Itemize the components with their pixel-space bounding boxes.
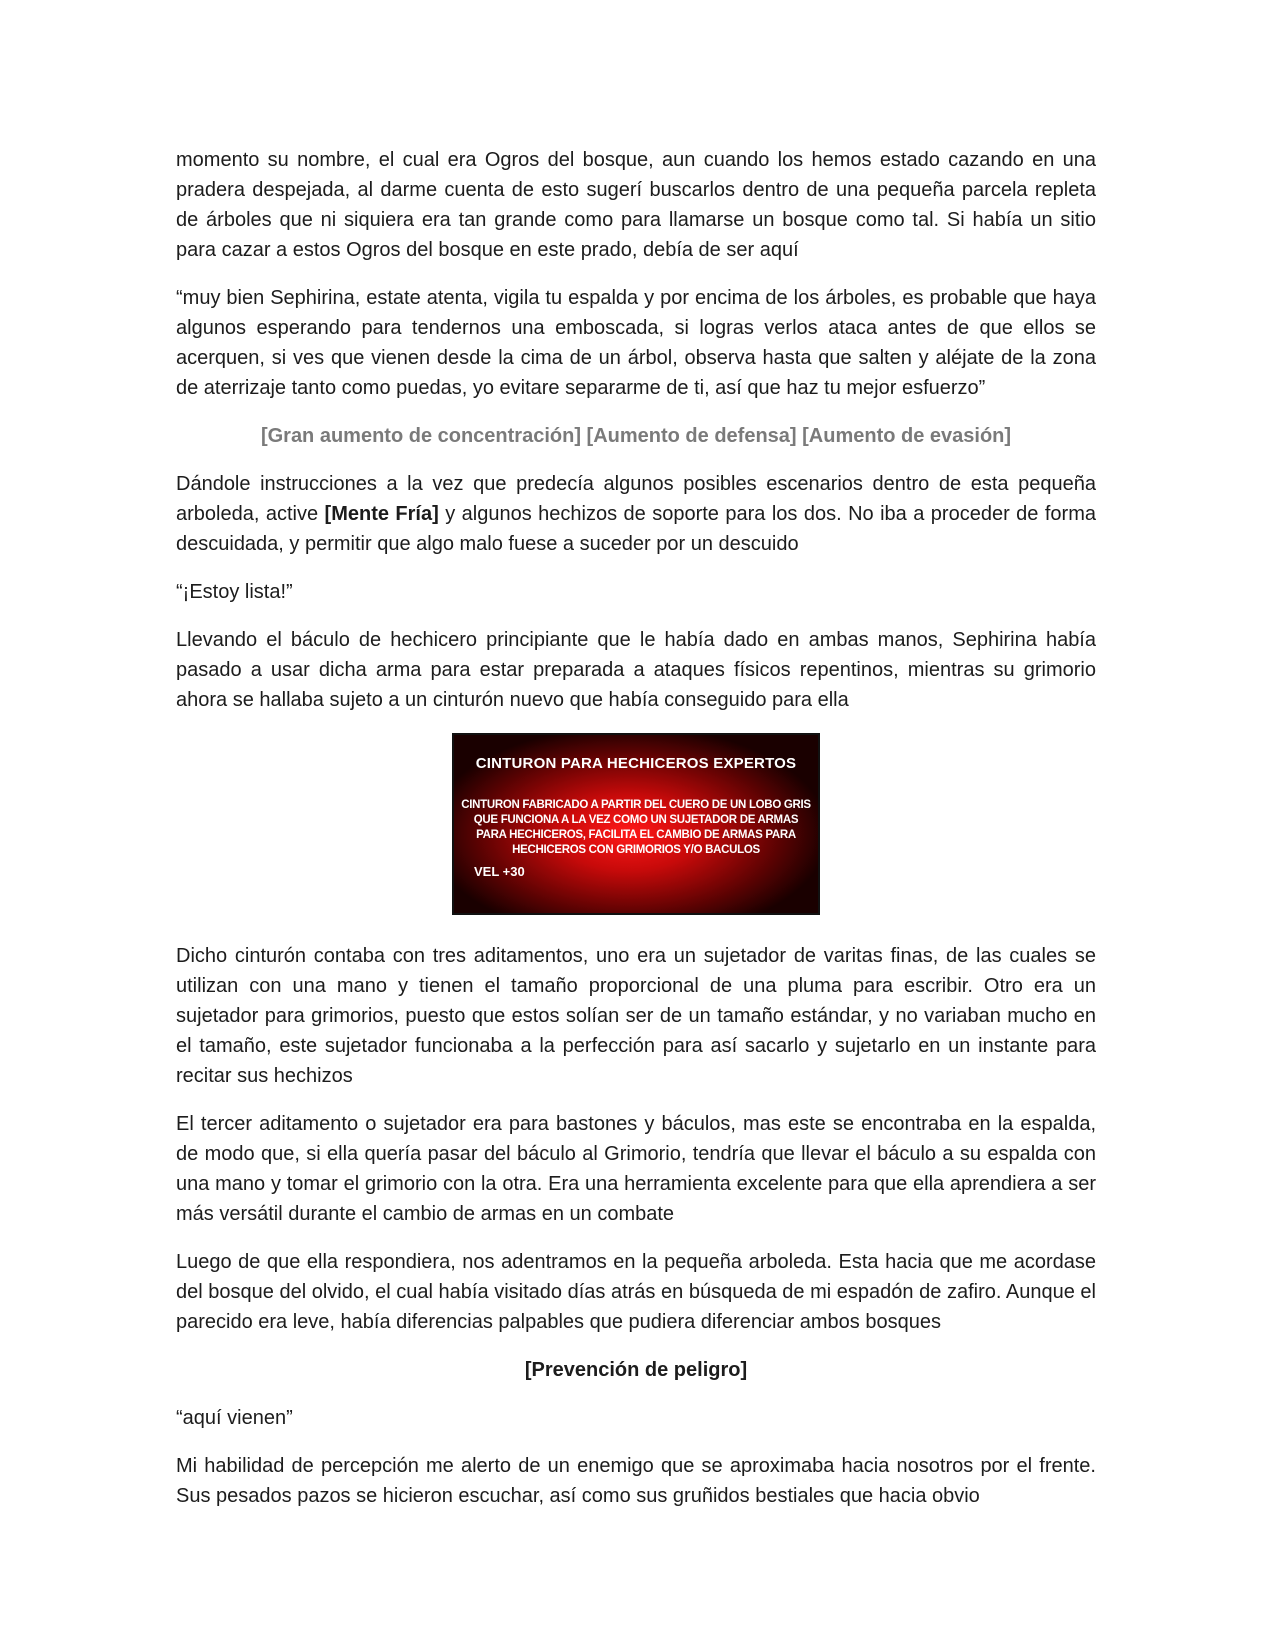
paragraph-dialogue-1: “muy bien Sephirina, estate atenta, vigila tu espalda y por encima de los árboles, es probable que haya algunos esperando para tendernos una emboscada, si logras verlos ataca antes de que ellos se acerquen, si ves que vienen desde la cima de un árbol, observa hasta que salten y aléjate de la zona de aterrizaje tanto como puedas, yo evitare separarme de ti, así que haz tu mejor esfuerzo” bbox=[176, 287, 1096, 399]
document-page bbox=[176, 145, 1096, 1529]
paragraph-6: Dicho cinturón contaba con tres aditamentos, uno era un sujetador de varitas finas, de las cuales se utilizan con una mano y tienen el tamaño proporcional de una pluma para escribir. Otro era un sujetador para grimorios, puesto que estos solían ser de un tamaño estándar, y no variaban mucho en el tamaño, este sujetador funcionaba a la perfección para así sacarlo y sujetarlo en un instante para recitar sus hechizos bbox=[176, 945, 1096, 1087]
paragraph-3-start: Dándole instrucciones a la vez que predecía algunos posibles escenarios dentro de esta pequeña arboleda, active bbox=[176, 473, 1096, 525]
skill-prevencion-peligro: [Prevención de peligro] bbox=[524, 1359, 748, 1381]
item-card-title: CINTURON PARA HECHICEROS EXPERTOS bbox=[475, 755, 797, 772]
paragraph-10: Mi habilidad de percepción me alerto de un enemigo que se aproximaba hacia nosotros por el frente. Sus pesados pazos se hicieron escuchar, así como sus gruñidos bestiales que hacia obvio bbox=[176, 1455, 1096, 1507]
skills-activated: [Gran aumento de concentración] [Aumento de defensa] [Aumento de evasión] bbox=[260, 425, 1012, 447]
paragraph-3-end: y algunos hechizos de soporte para los dos. No iba a proceder de forma descuidada, y permitir que algo malo fuese a suceder por un descuido bbox=[176, 503, 1096, 555]
paragraph-1: momento su nombre, el cual era Ogros del bosque, aun cuando los hemos estado cazando en una pradera despejada, al darme cuenta de esto sugerí buscarlos dentro de una pequeña parcela repleta de árboles que ni siquiera era tan grande como para llamarse un bosque como tal. Si había un sitio para cazar a estos Ogros del bosque en este prado, debía de ser aquí bbox=[176, 149, 1096, 261]
paragraph-dialogue-2: “¡Estoy lista!” bbox=[176, 581, 293, 603]
paragraph-5: Llevando el báculo de hechicero principiante que le había dado en ambas manos, Sephirina había pasado a usar dicha arma para estar preparada a ataques físicos repentinos, mientras su grimorio ahora se hallaba sujeto a un cinturón nuevo que había conseguido para ella bbox=[176, 629, 1096, 711]
paragraph-3 bbox=[176, 469, 1096, 559]
paragraph-dialogue-3: “aquí vienen” bbox=[176, 1407, 293, 1429]
paragraph-7: El tercer aditamento o sujetador era para bastones y báculos, mas este se encontraba en la espalda, de modo que, si ella quería pasar del báculo al Grimorio, tendría que llevar el báculo a su espalda con una mano y tomar el grimorio con la otra. Era una herramienta excelente para que ella aprendiera a ser más versátil durante el cambio de armas en un combate bbox=[176, 1113, 1096, 1225]
item-card-image bbox=[452, 733, 820, 915]
item-card-description: CINTURON FABRICADO A PARTIR DEL CUERO DE UN LOBO GRIS QUE FUNCIONA A LA VEZ COMO UN SUJETADOR DE ARMAS PARA HECHICEROS, FACILITA EL CAMBIO DE ARMAS PARA HECHICEROS CON GRIMORIOS Y/O BACULOS bbox=[461, 799, 811, 856]
paragraph-8: Luego de que ella respondiera, nos adentramos en la pequeña arboleda. Esta hacia que me acordase del bosque del olvido, el cual había visitado días atrás en búsqueda de mi espadón de zafiro. Aunque el parecido era leve, había diferencias palpables que pudiera diferenciar ambos bosques bbox=[176, 1251, 1096, 1333]
item-card-stat: VEL +30 bbox=[474, 864, 525, 879]
skill-mente-fria: [Mente Fría] bbox=[324, 503, 439, 525]
